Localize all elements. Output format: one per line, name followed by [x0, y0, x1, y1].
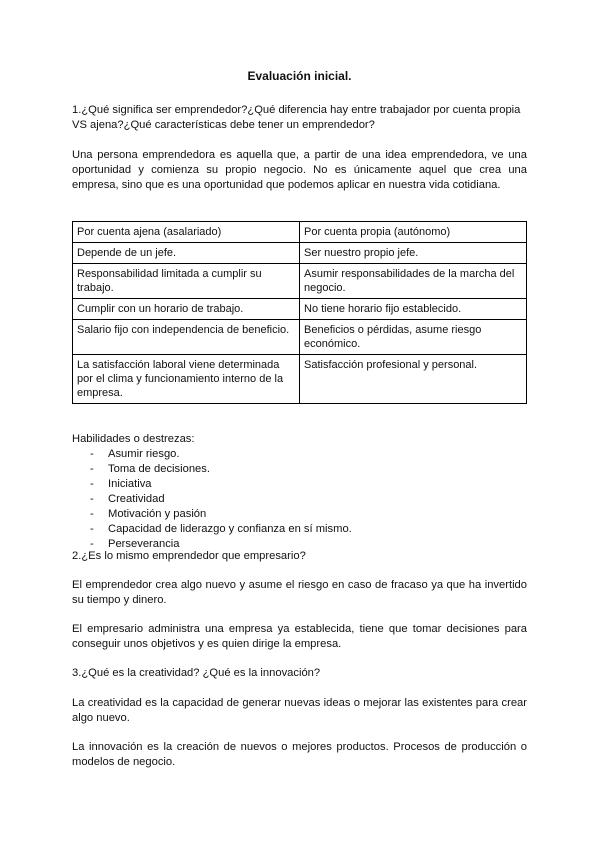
question-1: 1.¿Qué significa ser emprendedor?¿Qué diferencia hay entre trabajador por cuenta propia VS ajena?¿Qué características debe tener un emprendedor?	[72, 104, 521, 131]
question-2: 2.¿Es lo mismo emprendedor que empresario?	[72, 550, 306, 562]
table-row	[73, 355, 527, 404]
table-header-cell: Por cuenta ajena (asalariado)	[73, 222, 300, 243]
page-title: Evaluación inicial.	[247, 69, 352, 83]
table-row	[73, 243, 527, 264]
list-item-text: Motivación y pasión	[108, 508, 207, 520]
answer-2a: El emprendedor crea algo nuevo y asume el riesgo en caso de fracaso ya que ha invertido su tiempo y dinero.	[72, 579, 527, 606]
list-item-text: Perseverancia	[108, 538, 180, 550]
skills-list	[72, 447, 527, 552]
question-3: 3.¿Qué es la creatividad? ¿Qué es la innovación?	[72, 667, 321, 679]
skills-heading: Habilidades o destrezas:	[72, 433, 195, 445]
list-item-text: Asumir riesgo.	[108, 448, 180, 460]
list-item-text: Toma de decisiones.	[108, 463, 210, 475]
table-cell: Salario fijo con independencia de beneficio.	[73, 320, 300, 355]
answer-3b: La innovación es la creación de nuevos o mejores productos. Procesos de producción o modelos de negocio.	[72, 741, 527, 768]
answer-1: Una persona emprendedora es aquella que, a partir de una idea emprendedora, ve una oportunidad y comienza su propio negocio. No es únicamente aquel que crea una empresa, sino que es una oportunidad que podemos aplicar en nuestra vida cotidiana.	[72, 149, 527, 191]
list-item	[72, 462, 527, 477]
table-cell: Responsabilidad limitada a cumplir su trabajo.	[73, 264, 300, 299]
bullet-dash: -	[90, 463, 94, 475]
table-cell: Asumir responsabilidades de la marcha del negocio.	[300, 264, 527, 299]
table-cell: Ser nuestro propio jefe.	[300, 243, 527, 264]
bullet-dash: -	[90, 538, 94, 550]
table-row	[73, 299, 527, 320]
list-item	[72, 447, 527, 462]
table-header-row	[73, 222, 527, 243]
bullet-dash: -	[90, 493, 94, 505]
table-row	[73, 320, 527, 355]
list-item-text: Creatividad	[108, 493, 165, 505]
table-cell: La satisfacción laboral viene determinada por el clima y funcionamiento interno de la empresa.	[73, 355, 300, 404]
table-cell: Satisfacción profesional y personal.	[300, 355, 527, 404]
comparison-table	[72, 221, 527, 404]
table-header-cell: Por cuenta propia (autónomo)	[300, 222, 527, 243]
table-cell: Cumplir con un horario de trabajo.	[73, 299, 300, 320]
table-cell: Beneficios o pérdidas, asume riesgo económico.	[300, 320, 527, 355]
answer-2b: El empresario administra una empresa ya establecida, tiene que tomar decisiones para conseguir unos objetivos y es quien dirige la empresa.	[72, 623, 527, 650]
bullet-dash: -	[90, 508, 94, 520]
bullet-dash: -	[90, 448, 94, 460]
table-cell: No tiene horario fijo establecido.	[300, 299, 527, 320]
list-item	[72, 477, 527, 492]
bullet-dash: -	[90, 478, 94, 490]
table-cell: Depende de un jefe.	[73, 243, 300, 264]
table-row	[73, 264, 527, 299]
bullet-dash: -	[90, 523, 94, 535]
list-item	[72, 492, 527, 507]
answer-3a: La creatividad es la capacidad de generar nuevas ideas o mejorar las existentes para crear algo nuevo.	[72, 697, 527, 724]
list-item-text: Capacidad de liderazgo y confianza en sí mismo.	[108, 523, 352, 535]
list-item	[72, 522, 527, 537]
list-item-text: Iniciativa	[108, 478, 152, 490]
list-item	[72, 507, 527, 522]
